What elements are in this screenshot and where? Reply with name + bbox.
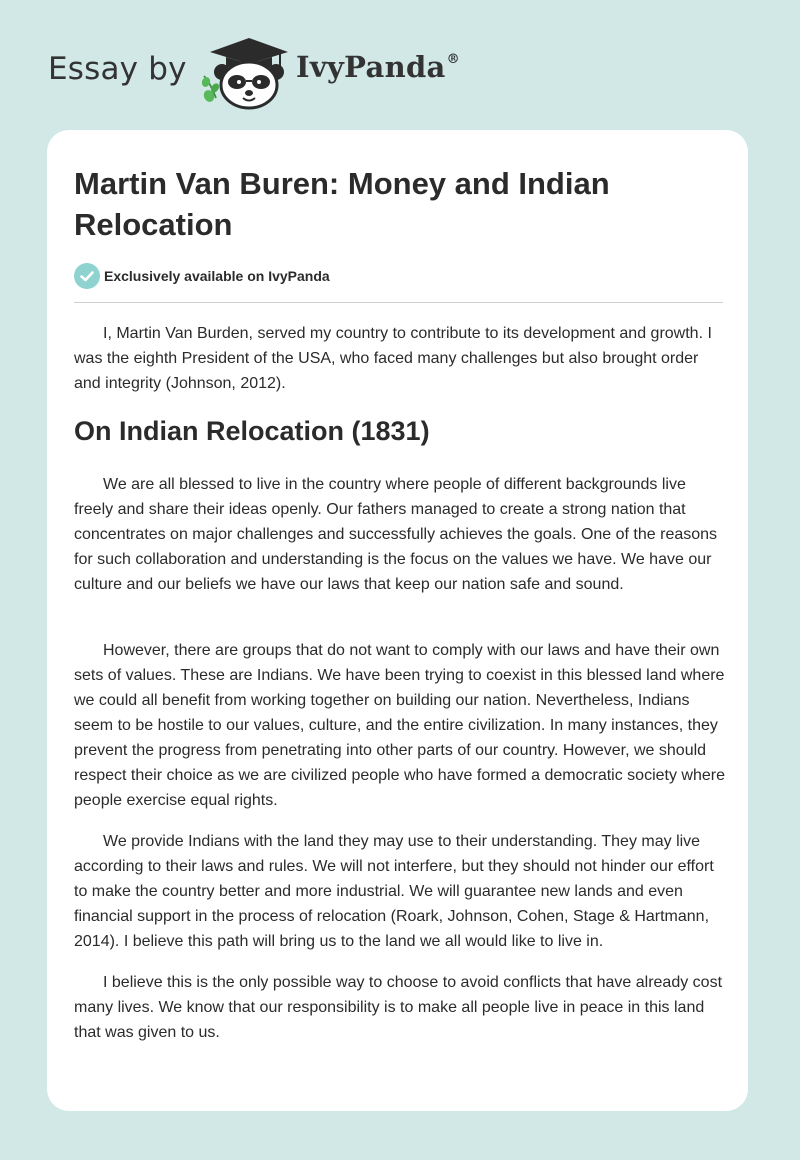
essay-card [47, 130, 748, 1111]
brand-name: IvyPanda® [296, 50, 460, 84]
exclusive-badge-text: Exclusively available on IvyPanda [104, 268, 330, 284]
registered-mark: ® [446, 52, 460, 67]
body-paragraph: We provide Indians with the land they may use to their understanding. They may live according to their laws and rules. We will not interfere, but they should not hinder our effort to make the country better and more industrial. We will guarantee new lands and even financial support in the process of relocation (Roark, Johnson, Cohen, Stage & Hartmann, 2014). I believe this path will bring us to the land we all would like to live in. [74, 833, 714, 950]
body-paragraph: We are all blessed to live in the country where people of different backgrounds live freely and share their ideas openly. Our fathers managed to create a strong nation that concentrates on major challenges and successfully achieves the goals. One of the reasons for such collaboration and understanding is the focus on the values we have. We have our culture and our beliefs we have our laws that keep our nation safe and sound. [74, 476, 718, 593]
essay-title: Martin Van Buren: Money and Indian Relocation [74, 166, 610, 242]
brand-header [48, 32, 508, 112]
section-heading: On Indian Relocation (1831) [74, 416, 430, 446]
exclusive-badge [74, 263, 330, 289]
body-paragraph: However, there are groups that do not want to comply with our laws and have their own sets of values. These are Indians. We have been trying to coexist in this blessed land where we could all benefit from working together on building our nation. Nevertheless, Indians seem to be hostile to our values, culture, and the entire civilization. In many instances, they prevent the progress from penetrating into other parts of our country. However, we should respect their choice as we are civilized people who have formed a democratic society where people exercise equal rights. [74, 642, 725, 809]
brand-prefix: Essay by [48, 51, 187, 87]
check-circle-icon [74, 263, 100, 289]
panda-graduate-icon [202, 36, 288, 110]
title-divider [74, 302, 723, 303]
intro-paragraph: I, Martin Van Burden, served my country to contribute to its development and growth. I was the eighth President of the USA, who faced many challenges but also brought order and integrity (Johnson, 2012). [74, 325, 712, 392]
body-paragraph: I believe this is the only possible way to choose to avoid conflicts that have already cost many lives. We know that our responsibility is to make all people live in peace in this land that was given to us. [74, 974, 723, 1041]
